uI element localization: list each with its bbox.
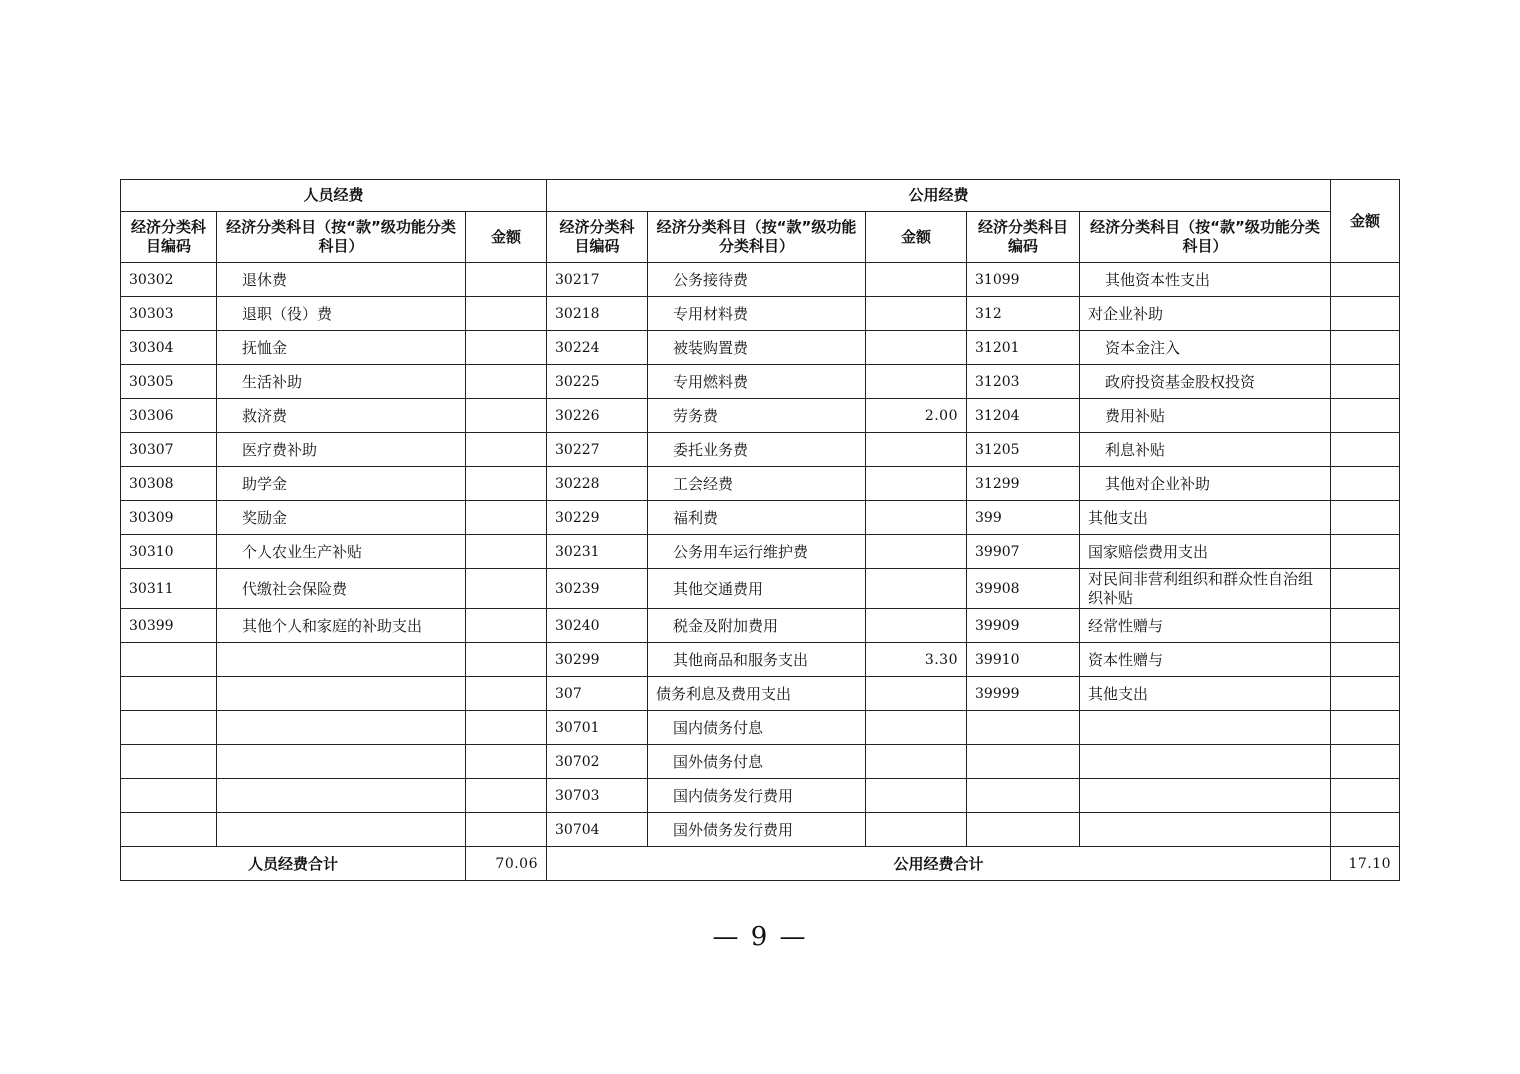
totals-row (121, 847, 1400, 881)
cell-code-b: 30229 (547, 501, 648, 535)
cell-name-a: 医疗费补助 (217, 433, 466, 467)
cell-name-c: 其他支出 (1080, 501, 1331, 535)
cell-amount-c (1331, 501, 1400, 535)
cell-name-a (217, 711, 466, 745)
cell-code-b: 30239 (547, 569, 648, 609)
cell-amount-a (466, 711, 547, 745)
table-body (121, 263, 1400, 847)
cell-amount-a (466, 467, 547, 501)
cell-code-c (967, 813, 1080, 847)
cell-code-c: 39909 (967, 609, 1080, 643)
cell-amount-c (1331, 331, 1400, 365)
cell-code-c: 31099 (967, 263, 1080, 297)
cell-amount-c (1331, 569, 1400, 609)
table-footer (121, 847, 1400, 881)
cell-code-c: 31203 (967, 365, 1080, 399)
cell-amount-c (1331, 745, 1400, 779)
cell-name-b: 工会经费 (648, 467, 866, 501)
cell-amount-b (866, 331, 967, 365)
cell-amount-b (866, 569, 967, 609)
cell-name-c (1080, 711, 1331, 745)
name-header-c: 经济分类科目（按“款”级功能分类科目） (1080, 212, 1331, 263)
cell-amount-b (866, 467, 967, 501)
cell-name-c: 对企业补助 (1080, 297, 1331, 331)
cell-code-a: 30306 (121, 399, 217, 433)
cell-name-c: 对民间非营利组织和群众性自治组织补贴 (1080, 569, 1331, 609)
cell-name-c (1080, 813, 1331, 847)
table-row (121, 711, 1400, 745)
cell-name-a: 退休费 (217, 263, 466, 297)
cell-name-b: 公务用车运行维护费 (648, 535, 866, 569)
cell-amount-c (1331, 677, 1400, 711)
public-total-amount: 17.10 (1331, 847, 1400, 881)
table-row (121, 569, 1400, 609)
cell-code-c: 39907 (967, 535, 1080, 569)
cell-amount-b (866, 677, 967, 711)
cell-amount-c (1331, 711, 1400, 745)
cell-code-b: 30231 (547, 535, 648, 569)
cell-amount-b: 3.30 (866, 643, 967, 677)
cell-code-a (121, 779, 217, 813)
table-header (121, 180, 1400, 263)
cell-amount-c (1331, 399, 1400, 433)
table-row (121, 643, 1400, 677)
cell-amount-c (1331, 779, 1400, 813)
table-row (121, 263, 1400, 297)
cell-amount-a (466, 365, 547, 399)
cell-name-c (1080, 745, 1331, 779)
cell-name-b: 专用材料费 (648, 297, 866, 331)
cell-name-a: 生活补助 (217, 365, 466, 399)
cell-code-c: 39910 (967, 643, 1080, 677)
cell-code-b: 30225 (547, 365, 648, 399)
cell-code-c (967, 711, 1080, 745)
cell-amount-b (866, 263, 967, 297)
cell-code-c (967, 745, 1080, 779)
cell-code-c: 399 (967, 501, 1080, 535)
cell-amount-a (466, 779, 547, 813)
amount-header-a: 金额 (466, 212, 547, 263)
cell-amount-c (1331, 467, 1400, 501)
table-row (121, 779, 1400, 813)
table-row (121, 535, 1400, 569)
cell-code-b: 30217 (547, 263, 648, 297)
amount-header-b: 金额 (866, 212, 967, 263)
cell-amount-a (466, 677, 547, 711)
cell-name-a (217, 779, 466, 813)
cell-code-c: 39999 (967, 677, 1080, 711)
cell-name-b: 被装购置费 (648, 331, 866, 365)
cell-amount-a (466, 501, 547, 535)
cell-amount-c (1331, 535, 1400, 569)
cell-name-c: 经常性赠与 (1080, 609, 1331, 643)
cell-code-a: 30309 (121, 501, 217, 535)
code-header-c: 经济分类科目编码 (967, 212, 1080, 263)
table-row (121, 745, 1400, 779)
cell-code-b: 30701 (547, 711, 648, 745)
cell-name-c: 利息补贴 (1080, 433, 1331, 467)
cell-code-c: 312 (967, 297, 1080, 331)
cell-name-c: 资本性赠与 (1080, 643, 1331, 677)
cell-code-a (121, 813, 217, 847)
cell-amount-c (1331, 643, 1400, 677)
cell-name-a (217, 677, 466, 711)
cell-name-b: 委托业务费 (648, 433, 866, 467)
cell-code-a (121, 677, 217, 711)
cell-amount-a (466, 609, 547, 643)
cell-amount-c (1331, 263, 1400, 297)
cell-amount-c (1331, 433, 1400, 467)
cell-code-b: 30704 (547, 813, 648, 847)
cell-name-b: 税金及附加费用 (648, 609, 866, 643)
cell-code-a: 30305 (121, 365, 217, 399)
cell-name-b: 其他商品和服务支出 (648, 643, 866, 677)
cell-code-a: 30310 (121, 535, 217, 569)
cell-amount-a (466, 433, 547, 467)
cell-code-b: 307 (547, 677, 648, 711)
cell-code-c: 31205 (967, 433, 1080, 467)
cell-code-a: 30311 (121, 569, 217, 609)
cell-amount-a (466, 643, 547, 677)
cell-code-a: 30399 (121, 609, 217, 643)
table-row (121, 331, 1400, 365)
cell-name-b: 国内债务付息 (648, 711, 866, 745)
cell-name-a: 其他个人和家庭的补助支出 (217, 609, 466, 643)
cell-code-a: 30304 (121, 331, 217, 365)
cell-amount-b (866, 365, 967, 399)
table-row (121, 467, 1400, 501)
cell-code-c: 31201 (967, 331, 1080, 365)
cell-name-c: 政府投资基金股权投资 (1080, 365, 1331, 399)
cell-amount-a (466, 263, 547, 297)
cell-name-c: 其他支出 (1080, 677, 1331, 711)
cell-code-b: 30227 (547, 433, 648, 467)
code-header-b: 经济分类科目编码 (547, 212, 648, 263)
cell-code-a (121, 745, 217, 779)
table-row (121, 365, 1400, 399)
cell-code-c: 39908 (967, 569, 1080, 609)
table-row (121, 813, 1400, 847)
cell-name-a: 助学金 (217, 467, 466, 501)
cell-code-b: 30226 (547, 399, 648, 433)
cell-name-c: 费用补贴 (1080, 399, 1331, 433)
cell-amount-b (866, 745, 967, 779)
cell-amount-b (866, 609, 967, 643)
cell-code-b: 30218 (547, 297, 648, 331)
cell-amount-a (466, 297, 547, 331)
cell-name-a: 代缴社会保险费 (217, 569, 466, 609)
cell-amount-b (866, 433, 967, 467)
cell-name-a: 个人农业生产补贴 (217, 535, 466, 569)
name-header-a: 经济分类科目（按“款”级功能分类科目） (217, 212, 466, 263)
cell-code-b: 30240 (547, 609, 648, 643)
personnel-group-header: 人员经费 (121, 180, 547, 212)
amount-header-right: 金额 (1331, 180, 1400, 263)
cell-amount-a (466, 813, 547, 847)
budget-table (120, 179, 1400, 881)
cell-name-b: 国内债务发行费用 (648, 779, 866, 813)
personnel-total-amount: 70.06 (466, 847, 547, 881)
cell-code-a: 30307 (121, 433, 217, 467)
table-row (121, 609, 1400, 643)
cell-name-c: 国家赔偿费用支出 (1080, 535, 1331, 569)
cell-code-c: 31299 (967, 467, 1080, 501)
cell-name-a: 救济费 (217, 399, 466, 433)
cell-name-b: 劳务费 (648, 399, 866, 433)
cell-code-a (121, 643, 217, 677)
cell-amount-a (466, 745, 547, 779)
cell-amount-c (1331, 365, 1400, 399)
cell-name-c: 资本金注入 (1080, 331, 1331, 365)
cell-amount-c (1331, 609, 1400, 643)
page-number: — 9 — (712, 922, 808, 952)
cell-amount-b (866, 779, 967, 813)
cell-code-b: 30703 (547, 779, 648, 813)
cell-name-a (217, 643, 466, 677)
cell-code-b: 30702 (547, 745, 648, 779)
personnel-total-label: 人员经费合计 (121, 847, 466, 881)
cell-name-b: 债务利息及费用支出 (648, 677, 866, 711)
table-row (121, 399, 1400, 433)
cell-name-c: 其他对企业补助 (1080, 467, 1331, 501)
cell-name-b: 公务接待费 (648, 263, 866, 297)
cell-name-b: 国外债务发行费用 (648, 813, 866, 847)
cell-amount-b (866, 501, 967, 535)
cell-name-a: 抚恤金 (217, 331, 466, 365)
table-row (121, 297, 1400, 331)
cell-amount-b: 2.00 (866, 399, 967, 433)
cell-amount-c (1331, 813, 1400, 847)
table-row (121, 433, 1400, 467)
public-group-header: 公用经费 (547, 180, 1331, 212)
cell-code-c: 31204 (967, 399, 1080, 433)
cell-code-a: 30302 (121, 263, 217, 297)
cell-amount-b (866, 813, 967, 847)
cell-code-b: 30228 (547, 467, 648, 501)
cell-name-a (217, 813, 466, 847)
code-header-a: 经济分类科目编码 (121, 212, 217, 263)
cell-name-a: 退职（役）费 (217, 297, 466, 331)
cell-amount-a (466, 399, 547, 433)
cell-code-b: 30299 (547, 643, 648, 677)
cell-amount-a (466, 535, 547, 569)
cell-amount-b (866, 535, 967, 569)
public-total-label: 公用经费合计 (547, 847, 1331, 881)
table-row (121, 677, 1400, 711)
cell-code-a: 30308 (121, 467, 217, 501)
cell-code-a: 30303 (121, 297, 217, 331)
name-header-b: 经济分类科目（按“款”级功能分类科目） (648, 212, 866, 263)
cell-code-b: 30224 (547, 331, 648, 365)
cell-code-c (967, 779, 1080, 813)
cell-name-a: 奖励金 (217, 501, 466, 535)
cell-amount-a (466, 569, 547, 609)
cell-amount-c (1331, 297, 1400, 331)
cell-name-b: 国外债务付息 (648, 745, 866, 779)
cell-amount-b (866, 297, 967, 331)
cell-amount-b (866, 711, 967, 745)
cell-name-b: 其他交通费用 (648, 569, 866, 609)
cell-amount-a (466, 331, 547, 365)
cell-name-c (1080, 779, 1331, 813)
cell-name-b: 专用燃料费 (648, 365, 866, 399)
cell-name-a (217, 745, 466, 779)
cell-code-a (121, 711, 217, 745)
table-row (121, 501, 1400, 535)
cell-name-c: 其他资本性支出 (1080, 263, 1331, 297)
cell-name-b: 福利费 (648, 501, 866, 535)
